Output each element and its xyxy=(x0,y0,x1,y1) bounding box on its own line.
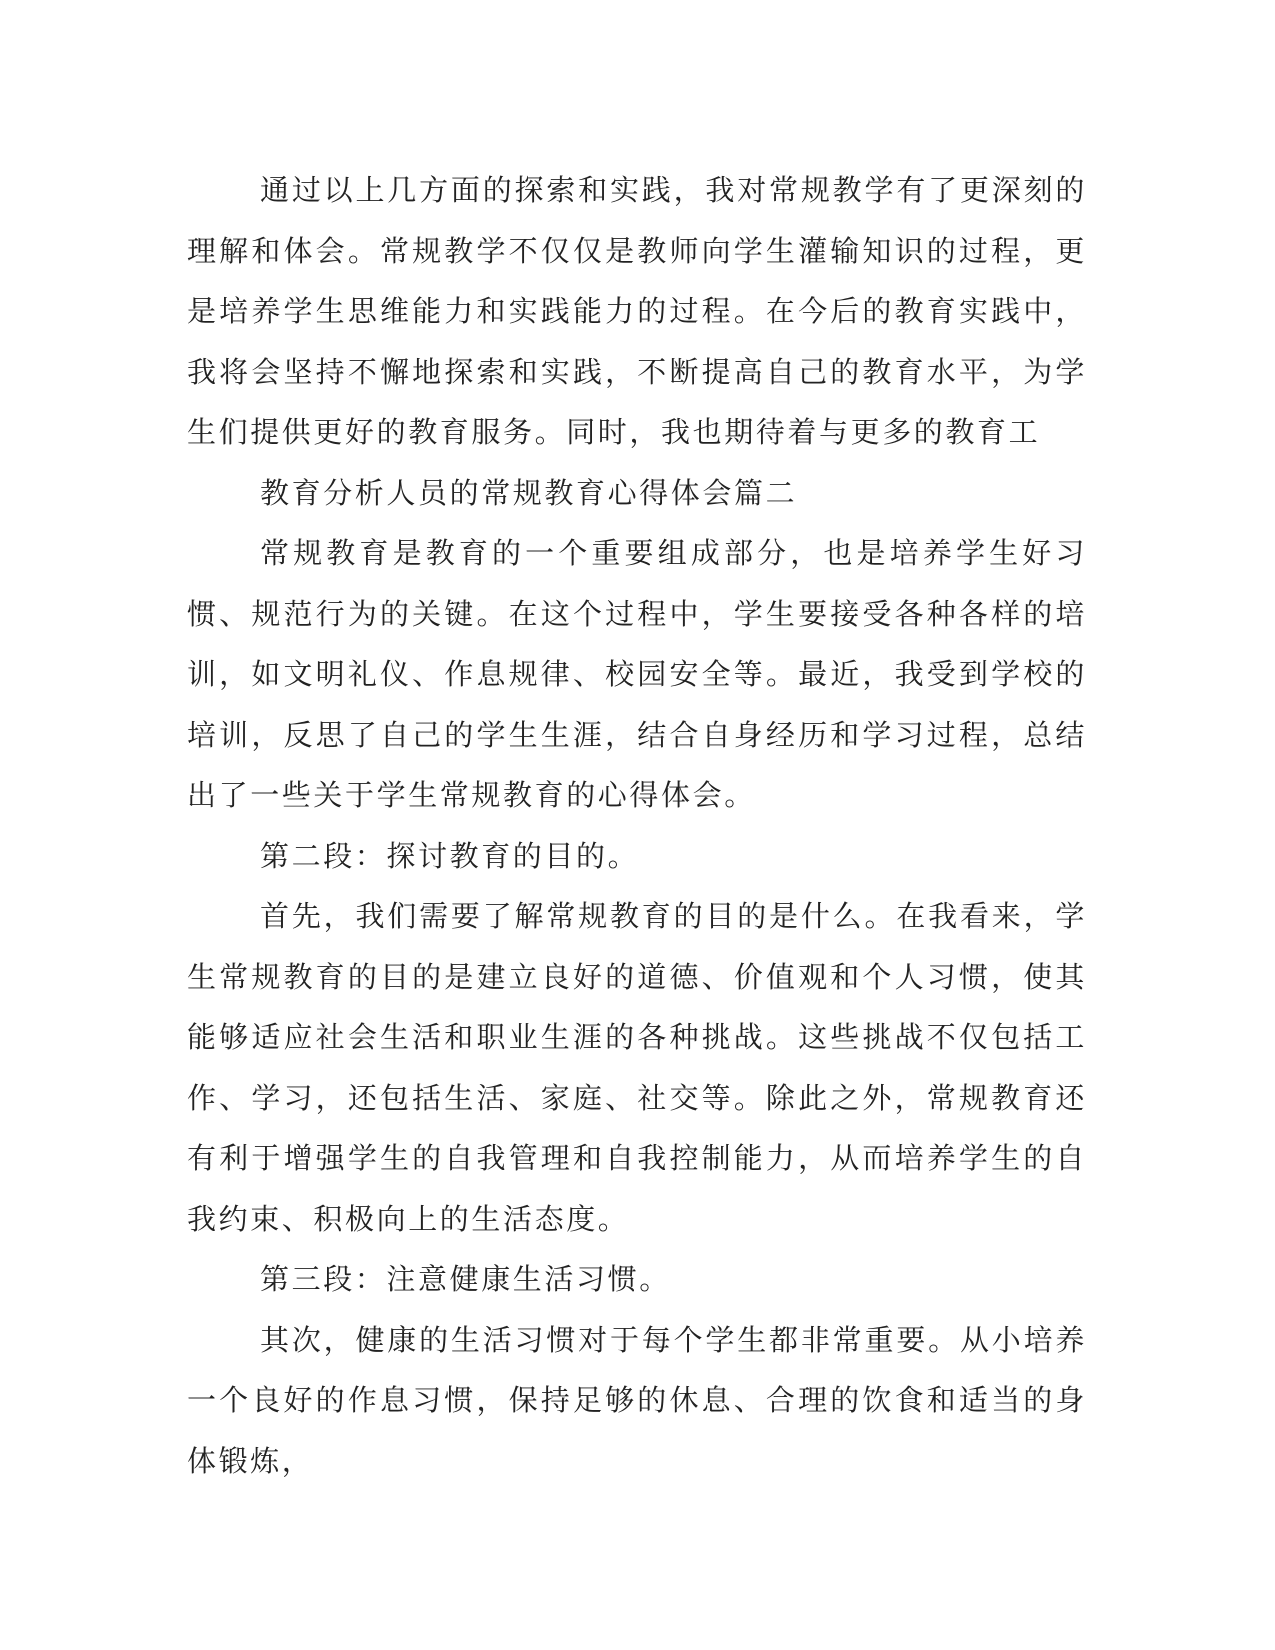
paragraph-healthy-habits: 其次，健康的生活习惯对于每个学生都非常重要。从小培养一个良好的作息习惯，保持足够的休息、合理的饮食和适当的身体锻炼， xyxy=(187,1322,1087,1478)
paragraph-intro: 常规教育是教育的一个重要组成部分，也是培养学生好习惯、规范行为的关键。在这个过程中，学生要接受各种各样的培训，如文明礼仪、作息规律、校园安全等。最近，我受到学校的培训，反思了自己的学生生涯，结合自身经历和学习过程，总结出了一些关于学生常规教育的心得体会。 xyxy=(187,536,1087,812)
heading-second-section: 第二段：探讨教育的目的。 xyxy=(260,838,640,873)
paragraph-conclusion: 通过以上几方面的探索和实践，我对常规教学有了更深刻的理解和体会。常规教学不仅仅是教师向学生灌输知识的过程，更是培养学生思维能力和实践能力的过程。在今后的教育实践中，我将会坚持不懈地探索和实践，不断提高自己的教育水平，为学生们提供更好的教育服务。同时，我也期待着与更多的教育工 xyxy=(187,173,1087,449)
paragraph-education-purpose: 首先，我们需要了解常规教育的目的是什么。在我看来，学生常规教育的目的是建立良好的道德、价值观和个人习惯，使其能够适应社会生活和职业生涯的各种挑战。这些挑战不仅包括工作、学习，还包括生活、家庭、社交等。除此之外，常规教育还有利于增强学生的自我管理和自我控制能力，从而培养学生的自我约束、积极向上的生活态度。 xyxy=(187,899,1087,1236)
section-title: 教育分析人员的常规教育心得体会篇二 xyxy=(260,475,798,510)
heading-third-section: 第三段：注意健康生活习惯。 xyxy=(260,1262,671,1296)
document-page xyxy=(187,160,1087,1491)
